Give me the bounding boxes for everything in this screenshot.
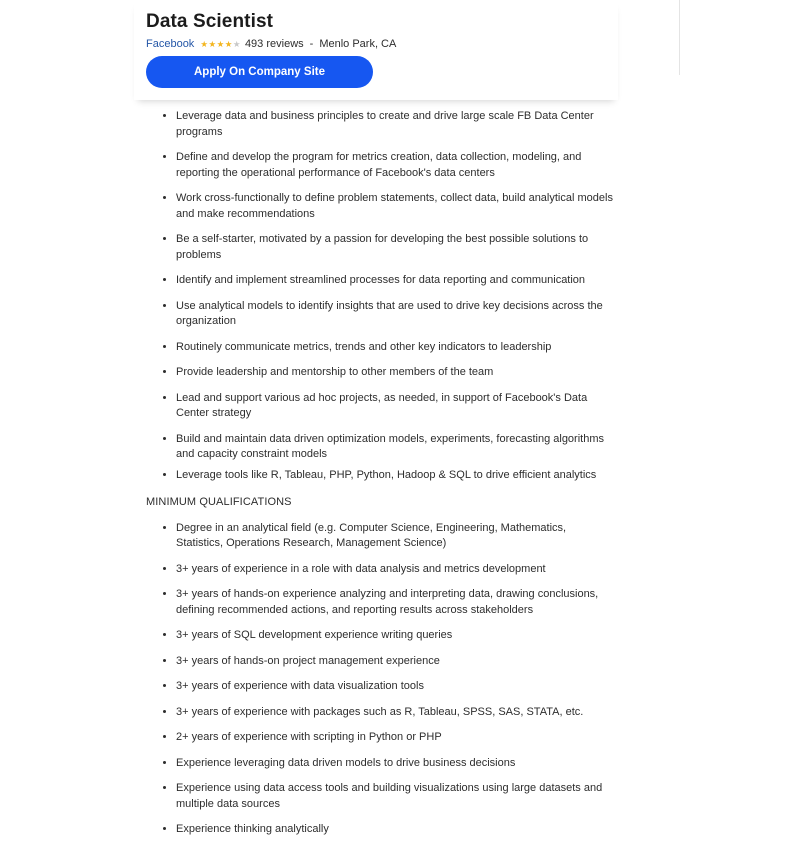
list-item: • Lead and support various ad hoc projects, as needed, in support of Facebook's Data Center strategy <box>176 391 616 422</box>
list-item: • Experience thinking analytically <box>176 822 616 838</box>
list-item: • 3+ years of SQL development experience writing queries <box>176 628 616 644</box>
star-icon: ★ <box>224 38 233 49</box>
star-icon: ★ <box>200 38 208 49</box>
list-item: • Be a self-starter, motivated by a passion for developing the best possible solutions to problems <box>176 232 616 263</box>
list-item: • 3+ years of hands-on project management experience <box>176 654 616 670</box>
list-item: • 3+ years of experience with packages such as R, Tableau, SPSS, SAS, STATA, etc. <box>176 705 616 721</box>
responsibilities-list <box>146 109 616 483</box>
list-item: • Routinely communicate metrics, trends and other key indicators to leadership <box>176 340 616 356</box>
list-item: • Define and develop the program for metrics creation, data collection, modeling, and reporting the operational performance of Facebook's data centers <box>176 150 616 181</box>
list-item: • 2+ years of experience with scripting in Python or PHP <box>176 730 616 746</box>
panel-divider <box>679 0 680 75</box>
list-item: • Experience using data access tools and building visualizations using large datasets and multiple data sources <box>176 781 616 812</box>
min-qualifications-heading: MINIMUM QUALIFICATIONS <box>146 496 292 508</box>
list-item: • Build and maintain data driven optimization models, experiments, forecasting algorithms and capacity constraint models <box>176 432 616 463</box>
reviews-link[interactable]: 493 reviews <box>244 38 304 50</box>
apply-button[interactable]: Apply On Company Site <box>146 56 373 88</box>
company-link[interactable]: Facebook <box>146 38 195 50</box>
job-header <box>134 0 618 100</box>
meta-separator: - <box>309 38 314 50</box>
min-qualifications-list <box>146 521 616 838</box>
rating-stars[interactable] <box>200 40 241 49</box>
list-item: • Work cross-functionally to define problem statements, collect data, build analytical models and make recommendations <box>176 191 616 222</box>
job-description <box>146 109 616 848</box>
star-icon: ★ <box>208 38 217 49</box>
star-icon: ★ <box>232 38 241 49</box>
list-item: • Use analytical models to identify insights that are used to drive key decisions across the organization <box>176 299 616 330</box>
list-item: • Degree in an analytical field (e.g. Computer Science, Engineering, Mathematics, Statistics, Operations Research, Management Science) <box>176 521 616 552</box>
list-item: • 3+ years of hands-on experience analyzing and interpreting data, drawing conclusions, defining recommended actions, and reporting results across stakeholders <box>176 587 616 618</box>
job-meta <box>146 38 396 50</box>
list-item: • Leverage data and business principles to create and drive large scale FB Data Center programs <box>176 109 616 140</box>
list-item: • 3+ years of experience in a role with data analysis and metrics development <box>176 562 616 578</box>
star-icon: ★ <box>216 38 225 49</box>
job-location: Menlo Park, CA <box>319 38 397 50</box>
job-title: Data Scientist <box>146 11 274 32</box>
list-item: • Provide leadership and mentorship to other members of the team <box>176 365 616 381</box>
list-item: • Experience leveraging data driven models to drive business decisions <box>176 756 616 772</box>
list-item: • Leverage tools like R, Tableau, PHP, Python, Hadoop & SQL to drive efficient analytics <box>176 468 616 484</box>
list-item: • 3+ years of experience with data visualization tools <box>176 679 616 695</box>
list-item: • Identify and implement streamlined processes for data reporting and communication <box>176 273 616 289</box>
